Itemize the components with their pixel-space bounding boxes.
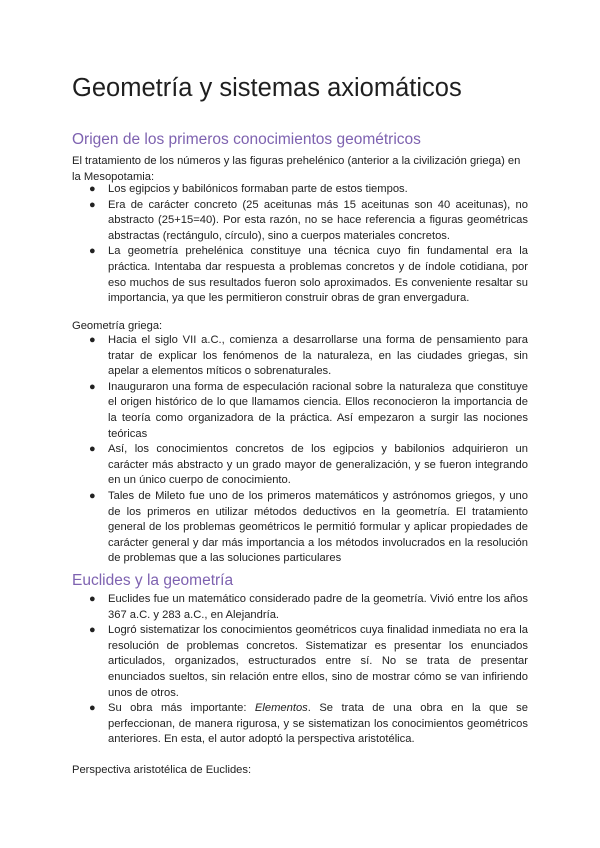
list-item: ● Euclides fue un matemático considerado padre de la geometría. Vivió entre los años 367 a.C. y 283 a.C., en Alejandría.: [89, 593, 528, 621]
list-item: ● Logró sistematizar los conocimientos geométricos cuya finalidad inmediata no era la resolución de problemas concretos. Sistematizar es presentar los enunciados articulados, organizados, estructurados entre sí. No se trata de presentar enunciados sueltos, sin relación entre ellos, sino de mostrar cómo se van infiriendo unos de otros.: [89, 624, 528, 699]
list-item: ● Era de carácter concreto (25 aceitunas más 15 aceitunas son 40 aceitunas), no abstracto (25+15=40). Por esta razón, no se hace referencia a figuras geométricas abstractas (rectángulo, círculo), sino a cuerpos materiales concretos.: [89, 198, 528, 242]
bullet-icon: ●: [89, 380, 96, 393]
bullet-list-prehelenico: [72, 182, 528, 307]
bullet-icon: ●: [89, 624, 96, 637]
bullet-list-griega: [72, 333, 528, 567]
list-item: ● Así, los conocimientos concretos de los egipcios y babilonios adquirieron un carácter más abstracto y un grado mayor de generalización, y se fueron integrando en un único cuerpo de conocimiento.: [89, 443, 528, 487]
list-item: ● Hacia el siglo VII a.C., comienza a desarrollarse una forma de pensamiento para tratar de explicar los fenómenos de la naturaleza, en las ciudades griegas, sin apelar a elementos míticos o sobrenaturales.: [89, 334, 528, 378]
list-item: ● Inauguraron una forma de especulación racional sobre la naturaleza que constituye el origen histórico de lo que llamamos ciencia. Ellos reconocieron la importancia de la teoría como organizadora de la práctica. Así empezaron a surgir las nociones teóricas: [89, 380, 528, 440]
list-item: ● Tales de Mileto fue uno de los primeros matemáticos y astrónomos griegos, y uno de los primeros en utilizar métodos deductivos en la geometría. El tratamiento general de los problemas geométricos le permitió formular y aplicar propiedades de carácter general y dar más importancia a los métodos involucrados en la resolución de problemas que a las soluciones particulares: [89, 489, 528, 565]
closing-line: Perspectiva aristotélica de Euclides:: [72, 764, 252, 776]
bullet-icon: ●: [89, 198, 96, 211]
bullet-icon: ●: [89, 593, 96, 605]
section-heading-origen: Origen de los primeros conocimientos geométricos: [72, 131, 421, 148]
book-title: Elementos: [254, 702, 308, 715]
list-item: ● Su obra más importante: Elementos. Se trata de una obra en la que se perfeccionan, de manera rigurosa, y se sistematizan los conocimientos geométricos anteriores. En esta, el autor adoptó la perspectiva aristotélica.: [89, 702, 528, 746]
bullet-list-euclides: [72, 592, 528, 748]
bullet-icon: ●: [89, 489, 96, 502]
bullet-icon: ●: [89, 702, 96, 715]
intro-paragraph: El tratamiento de los números y las figuras prehelénico (anterior a la civilización griega) en la Mesopotamia:: [72, 155, 521, 183]
list-item: ● La geometría prehelénica constituye una técnica cuyo fin fundamental era la práctica. Intentaba dar respuesta a problemas concretos y de índole cotidiana, por eso muchos de sus resultados fueron solo aproximados. Es conveniente resaltar su importancia, ya que les permitieron construir obras de gran envergadura.: [89, 245, 528, 305]
section-heading-euclides: Euclides y la geometría: [72, 572, 234, 589]
bullet-icon: ●: [89, 245, 96, 258]
page-title: Geometría y sistemas axiomáticos: [72, 74, 462, 102]
bullet-icon: ●: [89, 334, 96, 346]
list-item: ● Los egipcios y babilónicos formaban parte de estos tiempos.: [72, 182, 528, 198]
bullet-icon: ●: [89, 443, 96, 456]
bullet-icon: ●: [89, 183, 96, 195]
subheading-geometria-griega: Geometría griega:: [72, 320, 163, 332]
